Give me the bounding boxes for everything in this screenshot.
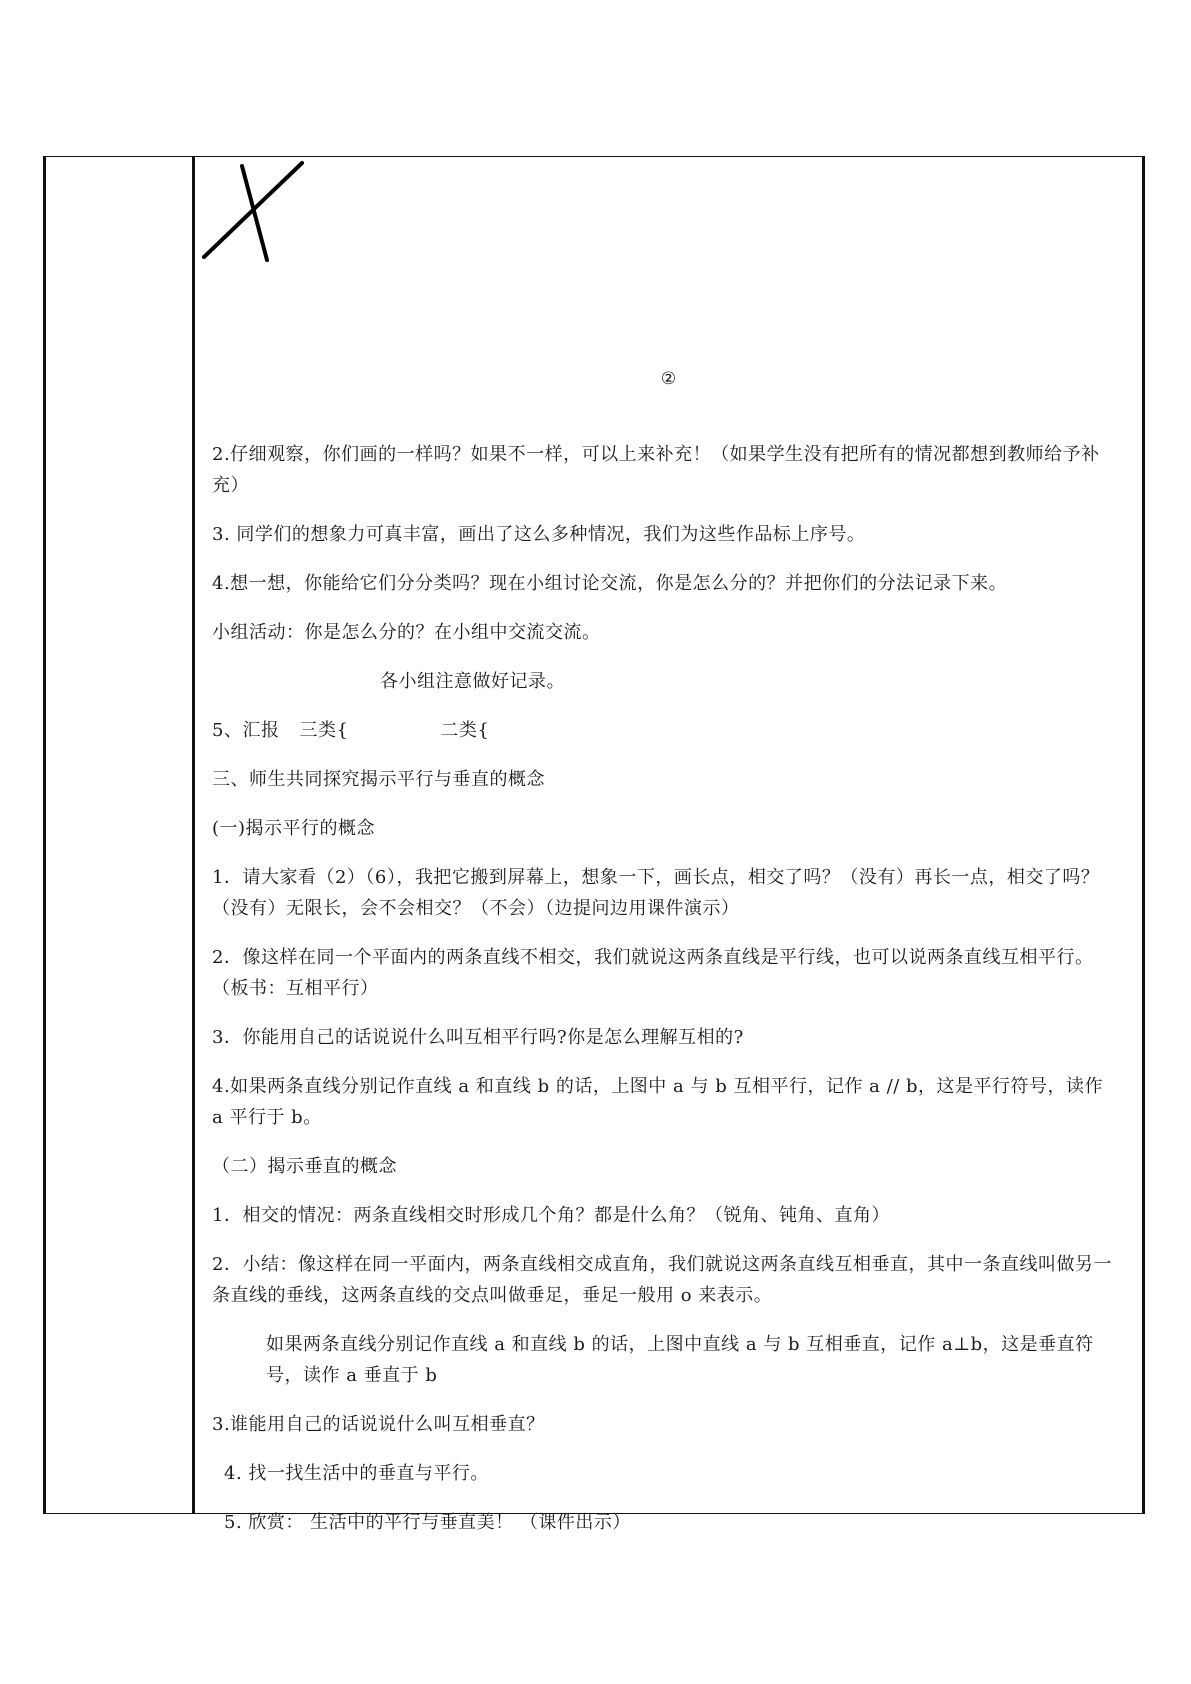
subheading-parallel: (一)揭示平行的概念 — [212, 818, 376, 839]
left-label-cell — [46, 157, 192, 1513]
paragraph-perpendicular-notation: 如果两条直线分别记作直线 a 和直线 b 的话，上图中直线 a 与 b 互相垂直，记作 a⊥b，这是垂直符号，读作 a 垂直于 b — [266, 1334, 1094, 1386]
paragraph-perpendicular-3: 3.谁能用自己的话说说什么叫互相垂直？ — [212, 1414, 545, 1435]
paragraph-parallel-2: 2．像这样在同一个平面内的两条直线不相交，我们就说这两条直线是平行线，也可以说两条直线互相平行。（板书：互相平行） — [212, 947, 1094, 999]
paragraph-parallel-1: 1．请大家看（2）（6），我把它搬到屏幕上，想象一下，画长点，相交了吗？（没有）再长一点，相交了吗？（没有）无限长，会不会相交？（不会）（边提问边用课件演示） — [212, 867, 1100, 919]
paragraph-number-works: 3. 同学们的想象力可真丰富，画出了这么多种情况，我们为这些作品标上序号。 — [212, 524, 866, 545]
line-one — [242, 166, 267, 260]
section-heading-three: 三、师生共同探究揭示平行与垂直的概念 — [212, 769, 545, 790]
paragraph-parallel-3: 3．你能用自己的话说说什么叫互相平行吗?你是怎么理解互相的? — [212, 1027, 744, 1048]
paragraph-record-note: 各小组注意做好记录。 — [380, 671, 565, 692]
paragraph-report — [212, 715, 1116, 746]
report-prefix: 5、汇报 — [212, 720, 280, 741]
paragraph-classify: 4.想一想，你能给它们分分类吗？现在小组讨论交流，你是怎么分的？并把你们的分法记录下来。 — [212, 573, 1008, 594]
figure-label: ② — [660, 369, 677, 389]
paragraph-perpendicular-1: 1．相交的情况：两条直线相交时形成几个角？都是什么角？（锐角、钝角、直角） — [212, 1205, 890, 1226]
paragraph-group-activity: 小组活动：你是怎么分的？在小组中交流交流。 — [212, 622, 601, 643]
paragraph-find-in-life: 4. 找一找生活中的垂直与平行。 — [224, 1463, 489, 1484]
report-two-types: 二类{ — [440, 720, 490, 741]
intersecting-lines-figure — [195, 157, 395, 307]
paragraph-perpendicular-2: 2．小结：像这样在同一平面内，两条直线相交成直角，我们就说这两条直线互相垂直，其中一条直线叫做另一条直线的垂线，这两条直线的交点叫做垂足，垂足一般用 o 来表示。 — [212, 1254, 1112, 1306]
paragraph-appreciate: 5. 欣赏： 生活中的平行与垂直美！ （课件出示） — [224, 1512, 631, 1533]
paragraph-parallel-4: 4.如果两条直线分别记作直线 a 和直线 b 的话，上图中 a 与 b 互相平行，记作 a // b，这是平行符号，读作 a 平行于 b。 — [212, 1076, 1103, 1128]
subheading-perpendicular: （二）揭示垂直的概念 — [212, 1156, 397, 1177]
content-cell — [195, 157, 1142, 1533]
report-three-types: 三类{ — [299, 720, 349, 741]
lesson-table — [43, 156, 1145, 1533]
lesson-text — [212, 439, 1116, 1556]
line-two — [204, 163, 302, 257]
paragraph-compare-drawings: 2.仔细观察，你们画的一样吗？如果不一样，可以上来补充！（如果学生没有把所有的情况都想到教师给予补充） — [212, 444, 1100, 496]
